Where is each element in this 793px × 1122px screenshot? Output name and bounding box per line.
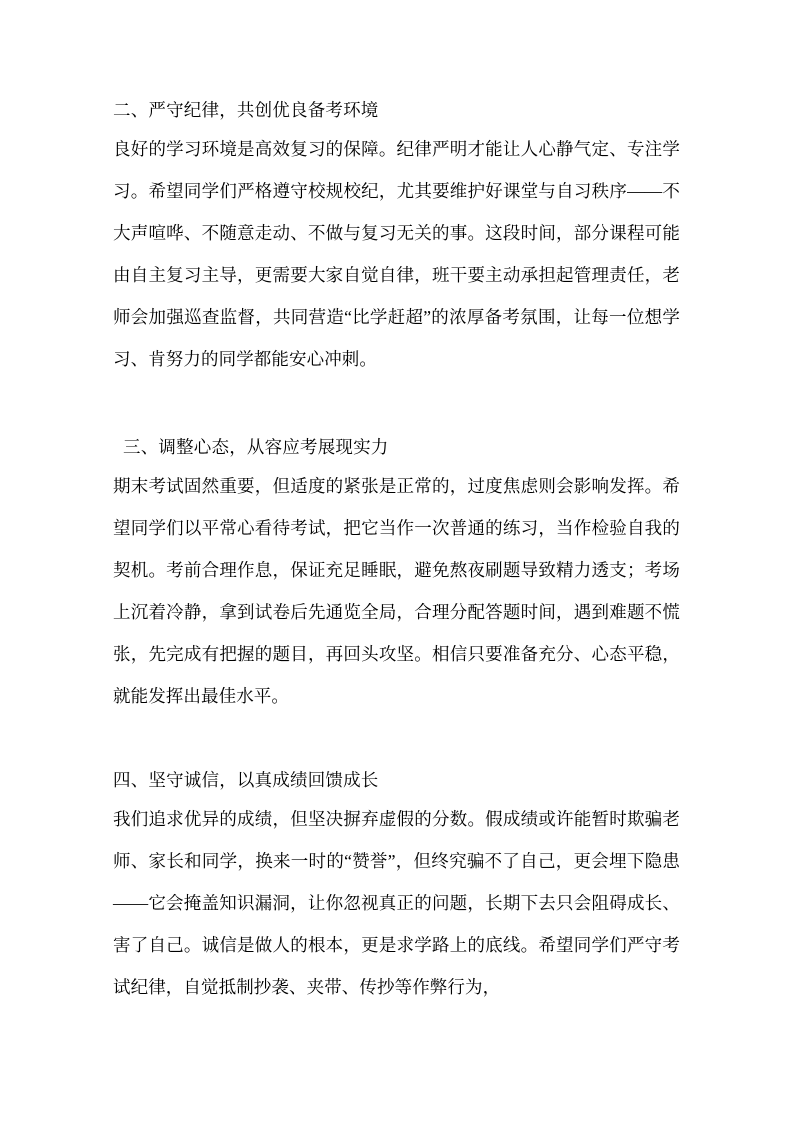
section-four-paragraph: 我们追求优异的成绩，但坚决摒弃虚假的分数。假成绩或许能暂时欺骗老师、家长和同学，换来一时的“赞誉”，但终究骗不了自己，更会埋下隐患——它会掩盖知识漏洞，让你忽视真正的问题，长期下去只会阻碍成长、害了自己。诚信是做人的根本，更是求学路上的底线。希望同学们严守考试纪律，自觉抵制抄袭、夹带、传抄等作弊行为， [113, 809, 680, 997]
section-four [113, 765, 680, 1008]
document-body [113, 95, 680, 1008]
section-two-paragraph: 良好的学习环境是高效复习的保障。纪律严明才能让人心静气定、专注学习。希望同学们严格遵守校规校纪，尤其要维护好课堂与自习秩序——不大声喧哗、不随意走动、不做与复习无关的事。这段时间，部分课程可能由自主复习主导，更需要大家自觉自律，班干要主动承担起管理责任，老师会加强巡查监督，共同营造“比学赶超”的浓厚备考氛围，让每一位想学习、肯努力的同学都能安心冲刺。 [113, 139, 680, 369]
section-three-paragraph: 期末考试固然重要，但适度的紧张是正常的，过度焦虑则会影响发挥。希望同学们以平常心看待考试，把它当作一次普通的练习，当作检验自我的契机。考前合理作息，保证充足睡眠，避免熬夜刷题导致精力透支；考场上沉着冷静，拿到试卷后先通览全局，合理分配答题时间，遇到难题不慌张，先完成有把握的题目，再回头攻坚。相信只要准备充分、心态平稳，就能发挥出最佳水平。 [113, 476, 680, 706]
section-two [113, 95, 680, 380]
section-four-heading: 四、坚守诚信，以真成绩回馈成长 [113, 770, 379, 790]
section-two-heading: 二、严守纪律，共创优良备考环境 [113, 100, 379, 120]
section-spacer-one [113, 380, 680, 432]
section-three-heading: 三、调整心态，从容应考展现实力 [123, 437, 389, 457]
section-three [113, 432, 680, 717]
section-spacer-two [113, 717, 680, 765]
